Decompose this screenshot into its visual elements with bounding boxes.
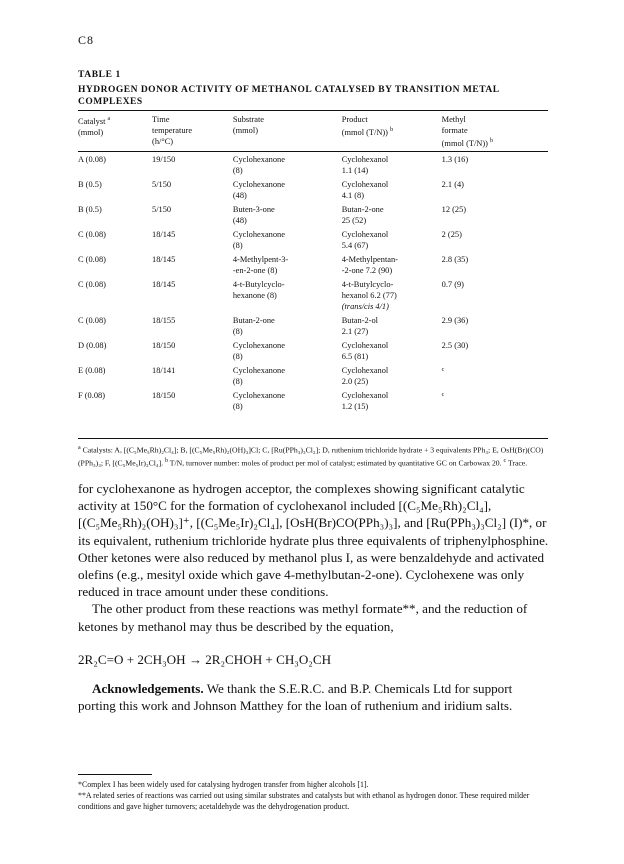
footnote-b-text: T/N, turnover number: moles of product per mol of catalyst; estimated by quantitative GC on Carbowax 20. (169, 458, 502, 468)
table-header-row (78, 114, 548, 152)
footnote-c-text: Trace. (507, 458, 528, 468)
cell-methyl-formate-line: 2.1 (4) (441, 180, 464, 189)
header-substrate-label: Substrate (232, 115, 265, 124)
cell-substrate (227, 152, 342, 177)
cell-substrate (227, 338, 342, 363)
cell-catalyst-line: F (0.08) (78, 391, 105, 400)
cell-catalyst-line: B (0.5) (78, 205, 102, 214)
acknowledgements-heading: Acknowledgements. (92, 681, 204, 696)
cell-substrate-line: Cyclohexanone (232, 366, 285, 375)
cell-substrate-line: 4-Methylpent-3- (232, 255, 289, 264)
cell-catalyst-line: E (0.08) (78, 366, 106, 375)
cell-product (342, 363, 442, 388)
cell-time-line: 5/150 (152, 180, 172, 189)
reaction-equation: 2R₂C=O + 2CH₃OH → 2R₂CHOH + CH₃O₂CH (78, 652, 332, 667)
page-footnotes (78, 779, 550, 812)
cell-substrate (227, 177, 342, 202)
header-product-unit: (mmol (T/N)) (341, 127, 388, 137)
cell-product (342, 338, 442, 363)
cell-time (146, 227, 227, 252)
cell-catalyst (78, 227, 146, 252)
cell-product (342, 388, 442, 413)
cell-substrate-line: (8) (232, 166, 243, 175)
table-row (78, 338, 548, 363)
cell-time-line: 18/145 (152, 280, 176, 289)
header-catalyst-unit: (mmol) (78, 127, 104, 137)
cell-product-line: 5.4 (67) (341, 241, 369, 250)
acknowledgements (78, 680, 550, 714)
header-product (342, 114, 442, 152)
cell-substrate-line: Cyclohexanone (232, 230, 285, 239)
cell-methyl-formate-line: 1.3 (16) (441, 155, 469, 164)
cell-product-line: 4-t-Butylcyclo- (341, 280, 394, 289)
cell-catalyst (78, 202, 146, 227)
header-methyl-formate (442, 114, 548, 152)
cell-methyl-formate-line: 0.7 (9) (441, 280, 464, 289)
cell-time (146, 177, 227, 202)
header-catalyst-label: Catalyst (78, 116, 106, 126)
footnote-rule (78, 774, 152, 775)
cell-substrate-line: (48) (232, 216, 247, 225)
cell-product-line: 1.2 (15) (341, 402, 369, 411)
cell-methyl-formate (442, 177, 548, 202)
cell-product (342, 313, 442, 338)
cell-time (146, 338, 227, 363)
cell-product (342, 152, 442, 177)
cell-substrate-line: Butan-2-one (232, 316, 275, 325)
data-table (78, 114, 548, 413)
cell-methyl-formate-line: 12 (25) (441, 205, 467, 214)
cell-methyl-formate (442, 388, 548, 413)
cell-product-line: Butan-2-one (341, 205, 384, 214)
header-formate-label: Methyl (441, 115, 466, 124)
cell-catalyst (78, 252, 146, 277)
cell-product (342, 252, 442, 277)
cell-time-line: 18/145 (152, 255, 176, 264)
cell-substrate-line: Cyclohexanone (232, 180, 285, 189)
footnote-c-mark: c (503, 457, 507, 464)
header-time-label-2: temperature (152, 126, 193, 135)
table-body (78, 152, 548, 413)
cell-methyl-formate (442, 277, 548, 313)
table-row (78, 177, 548, 202)
cell-time (146, 152, 227, 177)
cell-substrate (227, 313, 342, 338)
body-paragraph-1: for cyclohexanone as hydrogen acceptor, the complexes showing significant catalytic activity at 150°C for the formation of cyclohexanol included [(C₅Me₅Rh)₂Cl₄], [(C₅Me₅Rh)₂(OH)₃]⁺, [(C₅Me₅Ir)₂Cl₄], [OsH(Br)CO(PPh₃)₃], and [Ru(PPh₃)₃Cl₂] (I)*, or its equivalent, ruthenium trichloride hydrate plus three equivalents of triphenylphosphine. Other ketones were also reduced by methanol plus I, as were benzaldehyde and activated olefins (e.g., mesityl oxide which gave 4-methylbutan-2-one). Cyclohexene was only reduced in trace amount under these conditions. (78, 481, 549, 600)
cell-product-line: 4.1 (8) (341, 191, 365, 200)
cell-catalyst (78, 177, 146, 202)
cell-methyl-formate-line: 2.5 (30) (441, 341, 469, 350)
cell-product-line: (trans/cis 4/1) (341, 302, 389, 311)
cell-methyl-formate-line: c (441, 392, 445, 398)
header-substrate-unit: (mmol) (232, 126, 258, 135)
table-row (78, 202, 548, 227)
cell-substrate-line: (8) (232, 402, 243, 411)
header-formate-footnote-mark: b (490, 138, 494, 144)
cell-substrate-line: hexanone (8) (232, 291, 277, 300)
cell-substrate-line: (8) (232, 327, 243, 336)
cell-catalyst-line: C (0.08) (78, 230, 106, 239)
header-formate-unit: (mmol (T/N)) (441, 138, 488, 148)
cell-product-line: 2.1 (27) (341, 327, 369, 336)
cell-product-line: 2.0 (25) (341, 377, 369, 386)
cell-time-line: 19/150 (152, 155, 176, 164)
cell-product-line: Cyclohexanol (341, 155, 389, 164)
cell-methyl-formate (442, 152, 548, 177)
cell-time (146, 363, 227, 388)
table-row (78, 152, 548, 177)
header-product-footnote-mark: b (390, 127, 394, 133)
cell-catalyst-line: C (0.08) (78, 280, 106, 289)
cell-product-line: 25 (52) (341, 216, 367, 225)
header-time-unit: (h/°C) (152, 137, 174, 146)
cell-substrate-line: Buten-3-one (232, 205, 275, 214)
cell-product-line: hexanol 6.2 (77) (341, 291, 397, 300)
cell-product-line: 4-Methylpentan- (341, 255, 398, 264)
table-title: HYDROGEN DONOR ACTIVITY OF METHANOL CATALYSED BY TRANSITION METAL COMPLEXES (78, 85, 500, 107)
cell-catalyst (78, 388, 146, 413)
page-footnote-2: **A related series of reactions was carried out using similar substrates and catalysts but with ethanol as hydrogen donor. These required milder conditions and gave higher turnovers; acetaldehyde was the dehydrogenation product. (78, 791, 530, 811)
cell-methyl-formate (442, 202, 548, 227)
cell-product-line: Cyclohexanol (341, 180, 389, 189)
cell-methyl-formate-line: 2.9 (36) (441, 316, 469, 325)
cell-product-line: Butan-2-ol (341, 316, 378, 325)
cell-methyl-formate (442, 252, 548, 277)
cell-substrate (227, 277, 342, 313)
cell-time (146, 313, 227, 338)
cell-time-line: 18/145 (152, 230, 176, 239)
cell-product-line: Cyclohexanol (341, 391, 389, 400)
footnote-b-mark: b (165, 457, 168, 464)
cell-substrate-line: Cyclohexanone (232, 155, 285, 164)
cell-product (342, 202, 442, 227)
cell-product-line: 6.5 (81) (341, 352, 369, 361)
table-row (78, 388, 548, 413)
cell-product-line: 1.1 (14) (341, 166, 369, 175)
cell-methyl-formate (442, 313, 548, 338)
cell-substrate-line: (8) (232, 241, 243, 250)
table-footnote (78, 443, 548, 468)
cell-product-line: -2-one 7.2 (90) (341, 266, 393, 275)
header-product-label: Product (341, 115, 368, 124)
cell-catalyst-line: C (0.08) (78, 316, 106, 325)
header-time (146, 114, 227, 152)
cell-time (146, 252, 227, 277)
cell-catalyst-line: C (0.08) (78, 255, 106, 264)
cell-product (342, 227, 442, 252)
cell-time-line: 18/141 (152, 366, 176, 375)
header-catalyst (78, 114, 146, 152)
cell-methyl-formate-line: 2.8 (35) (441, 255, 469, 264)
cell-methyl-formate (442, 227, 548, 252)
cell-catalyst-line: A (0.08) (78, 155, 106, 164)
cell-methyl-formate (442, 338, 548, 363)
cell-substrate-line: Cyclohexanone (232, 391, 285, 400)
acknowledgements-text: We thank the S.E.R.C. and B.P. Chemicals Ltd for support porting this work and Johnson Matthey for the loan of ruthenium and iridium salts. (78, 681, 513, 714)
cell-substrate-line: (8) (232, 377, 243, 386)
cell-substrate-line: (48) (232, 191, 247, 200)
cell-product (342, 277, 442, 313)
table-row (78, 252, 548, 277)
table-bottom-rule (78, 438, 548, 439)
cell-product-line: Cyclohexanol (341, 230, 389, 239)
cell-time (146, 202, 227, 227)
cell-substrate-line: (8) (232, 352, 243, 361)
header-formate-label-2: formate (441, 126, 468, 135)
cell-substrate-line: Cyclohexanone (232, 341, 285, 350)
table-top-rule (78, 110, 548, 111)
table-row (78, 277, 548, 313)
cell-methyl-formate (442, 363, 548, 388)
cell-catalyst (78, 363, 146, 388)
cell-time (146, 277, 227, 313)
cell-methyl-formate-line: c (441, 367, 445, 373)
footnote-a-mark: a (78, 445, 81, 451)
cell-time (146, 388, 227, 413)
cell-time-line: 5/150 (152, 205, 172, 214)
cell-catalyst (78, 313, 146, 338)
cell-substrate (227, 202, 342, 227)
cell-product-line: Cyclohexanol (341, 366, 389, 375)
table-row (78, 313, 548, 338)
cell-catalyst (78, 338, 146, 363)
body-paragraph-2: The other product from these reactions was methyl formate**, and the reduction of ketones by methanol may thus be described by the equation, (78, 601, 528, 634)
page-footnote-1: *Complex I has been widely used for catalysing hydrogen transfer from higher alcohols [1]. (78, 780, 369, 789)
cell-substrate (227, 252, 342, 277)
cell-time-line: 18/150 (152, 341, 176, 350)
table-row (78, 363, 548, 388)
body-text (78, 480, 550, 635)
cell-substrate (227, 363, 342, 388)
header-substrate (227, 114, 342, 152)
cell-time-line: 18/155 (152, 316, 176, 325)
table-label: TABLE 1 (78, 70, 121, 80)
page-number: C8 (78, 33, 95, 47)
cell-substrate-line: -en-2-one (8) (232, 266, 278, 275)
footnote-a-text: Catalysts: A, [(C₅Me₅Rh)₂Cl₄]; B, [(C₅Me₅Rh)₂(OH)₃]Cl; C, [Ru(PPh₃)₃Cl₂]; D, ruthenium trichloride hydrate + 3 equivalents PPh₃; E, OsH(Br)(CO)(PPh₃)₃; F, [(C₅Me₅Ir)₂Cl₄]. (78, 445, 544, 468)
cell-product-line: Cyclohexanol (341, 341, 389, 350)
cell-catalyst-line: B (0.5) (78, 180, 102, 189)
cell-catalyst (78, 277, 146, 313)
cell-product (342, 177, 442, 202)
cell-substrate-line: 4-t-Butylcyclo- (232, 280, 285, 289)
cell-substrate (227, 388, 342, 413)
cell-time-line: 18/150 (152, 391, 176, 400)
header-time-label: Time (152, 115, 170, 124)
table-row (78, 227, 548, 252)
cell-substrate (227, 227, 342, 252)
header-catalyst-footnote-mark: a (107, 116, 111, 122)
cell-catalyst (78, 152, 146, 177)
cell-methyl-formate-line: 2 (25) (441, 230, 462, 239)
cell-catalyst-line: D (0.08) (78, 341, 107, 350)
